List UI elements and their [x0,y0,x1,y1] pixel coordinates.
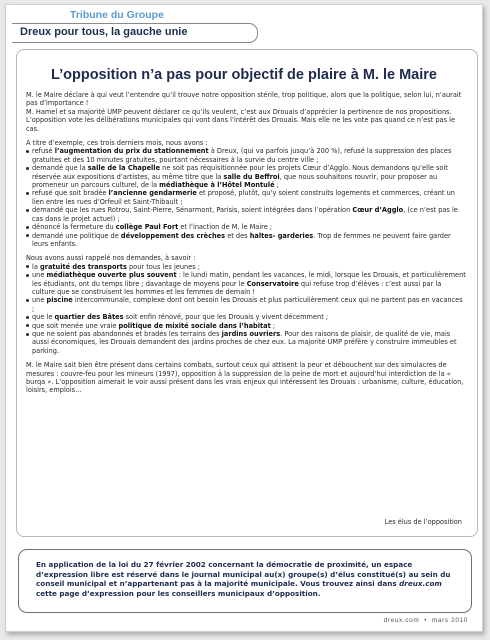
list-item: refusé l’augmentation du prix du stationnement à Dreux, (qui va parfois jusqu’à 200 %), refusé la suppression des places gratuites et des 10 minutes gratuites, pourtant nécessaires à la survie du centre ville ; [26,147,466,164]
list-item: que le quartier des Bâtes soit enfin rénové, pour que les Drouais y vivent décemment ; [26,313,466,321]
list-item: demandé que les rues Rotrou, Saint-Pierre, Sénarmont, Parisis, soient intégrées dans l’opération Cœur d’Agglo, (ce n’est pas le cas dans le projet actuel) ; [26,206,466,223]
section-kicker: Tribune du Groupe [70,9,164,21]
conclusion-paragraph: M. le Maire sait bien être présent dans certains combats, surtout ceux qui attisent la peur et débouchent sur des simulacres de mesures : couvre-feu pour les mineurs (1997), opposition à la suppression de la peine de mort et aujourd’hui interdiction de la « burqa ». L’opposition aimerait le voir aussi présent dans les vrais enjeux qui intéressent les Drouais : urbanisme, culture, éducation, loisirs, emplois… [26,361,464,395]
list-item: la gratuité des transports pour tous les jeunes ; [26,263,466,271]
demands-list [26,263,466,355]
list-item: une médiathèque ouverte plus souvent : le lundi matin, pendant les vacances, le midi, lorsque les Drouais, et particulièrement les étudiants, ont du temps libre ; davantage de moyens pour le Conservatoire qui refuse trop d’élèves : c’est aussi par la culture que se construisent les hommes et les femmes de demain ! [26,271,466,296]
footer-date: mars 2010 [431,617,468,624]
signature: Les élus de l’opposition [384,518,462,526]
intro-line-1: M. le Maire déclare à qui veut l’entendre qu’il trouve notre opposition stérile, trop politique, alors que la politique, selon lui, n’aurait pas d’importance ! [26,91,462,108]
list-item: que ne soient pas abandonnés et bradés les terrains des jardins ouvriers. Pour des raisons de plaisir, de qualité de vie, mais aussi économiques, les Drouais demandent des jardins proches de chez eux. La majorité UMP préfère y construire immeubles et parking. [26,330,466,355]
examples-intro: À titre d’exemple, ces trois derniers mois, nous avons : [26,139,208,148]
magazine-page [5,4,483,632]
page-footer [384,617,468,624]
list-item: demandé que la salle de la Chapelle ne soit pas réquisitionnée pour les projets Cœur d’Agglo. Nous demandons qu’elle soit réservée aux expositions d’artistes, au même titre que la salle du Beffroi, que nous souhaitons rouvrir, pour proposer au promeneur un parcours culturel, de la médiathèque à l’Hôtel Montulé ; [26,164,466,189]
examples-list [26,147,466,248]
footer-site: dreux.com [383,617,420,624]
list-item: dénoncé la fermeture du collège Paul Fort et l’inaction de M. le Maire ; [26,223,466,231]
intro-line-2: M. Hamel et sa majorité UMP peuvent déclarer ce qu’ils veulent, c’est aux Drouais d’apprécier la pertinence de nos propositions. L’opposition vote les délibérations municipales qui vont dans l’intérêt des Drouais. Mais elle ne les vote pas quand ce n’est pas le cas. [26,107,456,133]
list-item: que soit menée une vraie politique de mixité sociale dans l’habitat ; [26,322,466,330]
group-name-banner [12,23,258,43]
footer-separator: • [421,617,430,624]
group-name: Dreux pour tous, la gauche unie [20,26,188,38]
article-body [26,91,466,401]
legal-notice: En application de la loi du 27 février 2002 concernant la démocratie de proximité, un espace d’expression libre est réservé dans le journal municipal au(x) groupe(s) d’élus constitué(s) au sein du conseil municipal et n’appartenant pas à la majorité municipale. Vous trouvez ainsi dans dreux.com cette page d’expression pour les conseillers municipaux d’opposition. [36,560,451,598]
demands-intro: Nous avons aussi rappelé nos demandes, à savoir : [26,254,196,263]
website-mention: dreux.com [399,579,442,589]
list-item: une piscine intercommunale, complexe dont ont besoin les Drouais et plus particulièrement ceux qui ne partent pas en vacances ; [26,296,466,313]
intro-paragraph [26,91,466,133]
list-item: refusé que soit bradée l’ancienne gendarmerie et proposé, plutôt, qu’y soient construits logements et commerces, créant un lien entre les rues d’Orfeuil et Saint-Thibault ; [26,189,466,206]
list-item: demandé une politique de développement des crèches et des haltes- garderies. Trop de femmes ne peuvent faire garder leurs enfants. [26,232,466,249]
article-title: L’opposition n’a pas pour objectif de plaire à M. le Maire [51,67,437,83]
